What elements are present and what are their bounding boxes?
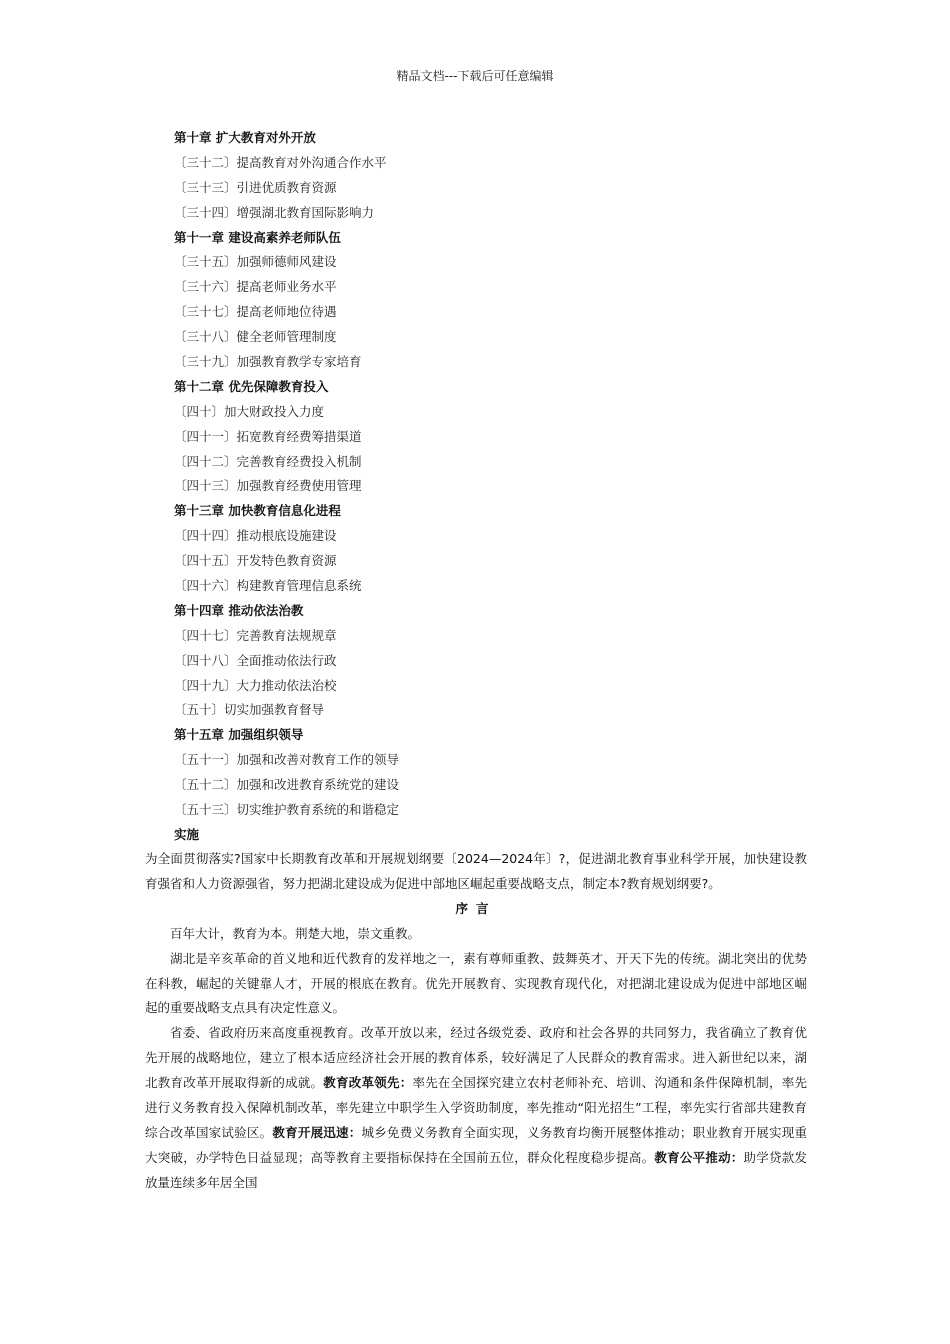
toc-item: 〔五十〕切实加强教育督导 [174, 702, 325, 718]
toc-item: 〔三十八〕健全老师管理制度 [174, 329, 337, 345]
table-of-contents [174, 126, 814, 848]
toc-item: 〔四十一〕拓宽教育经费筹措渠道 [174, 428, 362, 444]
toc-chapter-heading: 第十章 扩大教育对外开放 [174, 130, 316, 145]
preface-paragraph-3 [145, 1021, 807, 1195]
paragraph-text: 率先在全国探究建立农村老师补充、培训、沟通和条件保障机制，率先进行义务教育投入保障机制改革，率先建立中职学生入学资助制度，率先推动“阳光招生”工程，率先实行省部共建教育综合改革国家试验区。 [145, 1075, 807, 1140]
paragraph-text: 城乡免费义务教育全面实现，义务教育均衡开展整体推动；职业教育开展实现重大突破，办学特色日益显现；高等教育主要指标保持在全国前五位，群众化程度稳步提高。 [145, 1124, 807, 1165]
paragraph-text: 省委、省政府历来高度重视教育。改革开放以来，经过各级党委、政府和社会各界的共同努力，我省确立了教育优先开展的战略地位，建立了根本适应经济社会开展的教育体系，较好满足了人民群众的教育需求。进入新世纪以来，湖北教育改革开展取得新的成就。 [145, 1025, 807, 1091]
toc-item: 〔三十三〕引进优质教育资源 [174, 179, 337, 195]
toc-item: 〔三十五〕加强师德师风建设 [174, 254, 337, 270]
toc-item: 〔四十七〕完善教育法规规章 [174, 627, 337, 643]
toc-chapter-heading: 实施 [174, 826, 200, 842]
toc-item: 〔三十四〕增强湖北教育国际影响力 [174, 204, 375, 220]
toc-item: 〔四十三〕加强教育经费使用管理 [174, 478, 362, 494]
preface-paragraph-1: 百年大计，教育为本。荆楚大地，崇文重教。 [170, 925, 421, 941]
toc-item: 〔四十二〕完善教育经费投入机制 [174, 453, 362, 469]
toc-chapter-heading: 第十二章 优先保障教育投入 [174, 378, 329, 394]
toc-chapter-heading: 第十四章 推动依法治教 [174, 602, 304, 618]
bold-heading-fairness: 教育公平推动： [654, 1149, 744, 1165]
toc-item: 〔五十二〕加强和改进教育系统党的建设 [174, 777, 400, 793]
bold-heading-development: 教育开展迅速： [272, 1124, 362, 1140]
toc-item: 〔三十二〕提高教育对外沟通合作水平 [174, 154, 387, 170]
paragraph-text: 助学贷款发放量连续多年居全国 [145, 1149, 807, 1190]
toc-chapter-heading: 第十五章 加强组织领导 [174, 727, 304, 743]
toc-item: 〔四十九〕大力推动依法治校 [174, 677, 337, 693]
toc-item: 〔五十一〕加强和改善对教育工作的领导 [174, 752, 400, 768]
preface-title: 序言 [455, 900, 497, 916]
toc-item: 〔四十五〕开发特色教育资源 [174, 553, 337, 569]
preface-paragraph-2: 湖北是辛亥革命的首义地和近代教育的发祥地之一，素有尊师重教、鼓舞英才、开天下先的传统。湖北突出的优势在科教，崛起的关键靠人才，开展的根底在教育。优先开展教育、实现教育现代化，对把湖北建设成为促进中部地区崛起的重要战略支点具有决定性意义。 [145, 950, 807, 1016]
toc-item: 〔四十〕加大财政投入力度 [174, 403, 325, 419]
toc-item: 〔三十九〕加强教育教学专家培育 [174, 354, 362, 370]
document-body [145, 847, 807, 1196]
page-header: 精品文档---下载后可任意编辑 [396, 69, 554, 83]
toc-item: 〔四十四〕推动根底设施建设 [174, 528, 337, 544]
toc-item: 〔三十六〕提高老师业务水平 [174, 279, 337, 295]
intro-paragraph: 为全面贯彻落实?国家中长期教育改革和开展规划纲要〔2024—2024年〕?，促进湖北教育事业科学开展，加快建设教育强省和人力资源强省，努力把湖北建设成为促进中部地区崛起重要战略支点，制定本?教育规划纲要?。 [145, 851, 807, 891]
toc-item: 〔五十三〕切实维护教育系统的和谐稳定 [174, 802, 400, 818]
toc-chapter-heading: 第十一章 建设高素养老师队伍 [174, 229, 341, 245]
toc-item: 〔三十七〕提高老师地位待遇 [174, 304, 337, 320]
bold-heading-reform: 教育改革领先： [323, 1075, 413, 1091]
toc-chapter-heading: 第十三章 加快教育信息化进程 [174, 503, 341, 519]
toc-item: 〔四十六〕构建教育管理信息系统 [174, 578, 362, 594]
toc-item: 〔四十八〕全面推动依法行政 [174, 652, 337, 668]
